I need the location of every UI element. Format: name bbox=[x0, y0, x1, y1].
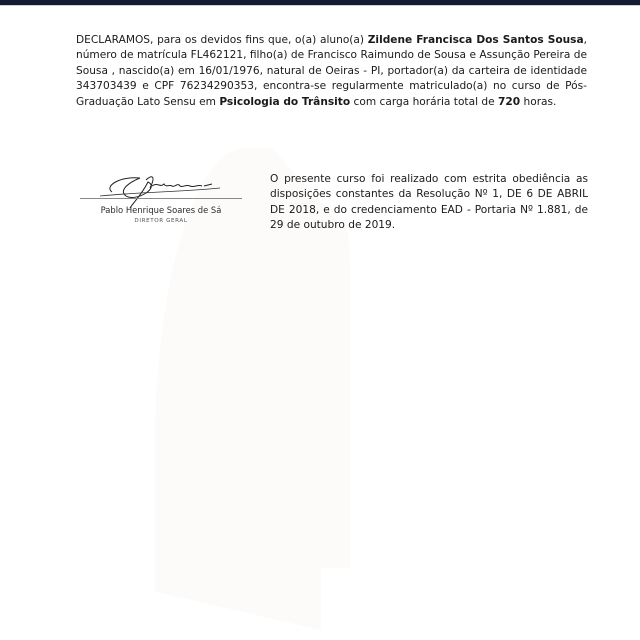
signature-scribble-icon bbox=[100, 172, 230, 208]
course-name: Psicologia do Trânsito bbox=[219, 95, 351, 108]
signatory-name: Pablo Henrique Soares de Sá bbox=[100, 205, 222, 215]
declaration-paragraph bbox=[76, 33, 587, 110]
signatory-role: DIRETOR GERAL bbox=[134, 218, 188, 224]
student-name: Zildene Francisca Dos Santos Sousa bbox=[367, 34, 584, 46]
declaration-intro: DECLARAMOS, para os devidos fins que, o(a) aluno(a) bbox=[76, 34, 368, 46]
declaration-hours-label: com carga horária total de bbox=[350, 95, 498, 108]
legal-notice: O presente curso foi realizado com estrita obediência as disposições constantes da Resolução Nº 1, DE 6 DE ABRIL DE 2018, e do credenciamento EAD - Portaria Nº 1.881, de 29 de outubro de 2019. bbox=[270, 173, 588, 232]
signature-block bbox=[80, 168, 242, 228]
signature-line bbox=[80, 198, 242, 199]
top-header-bar bbox=[0, 0, 640, 6]
course-hours: 720 bbox=[498, 95, 521, 108]
declaration-details: , número de matrícula FL462121, filho(a) de Francisco Raimundo de Sousa e Assunção Pereira de Sousa , nascido(a) em 16/01/1976, natural de Oeiras - PI, portador(a) da carteira de identidade 343703439 e CPF 76234290353, encontra-se regularmente matriculado(a) no curso de Pós-Graduação Lato Sensu em bbox=[76, 34, 587, 108]
declaration-end: horas. bbox=[520, 95, 557, 108]
